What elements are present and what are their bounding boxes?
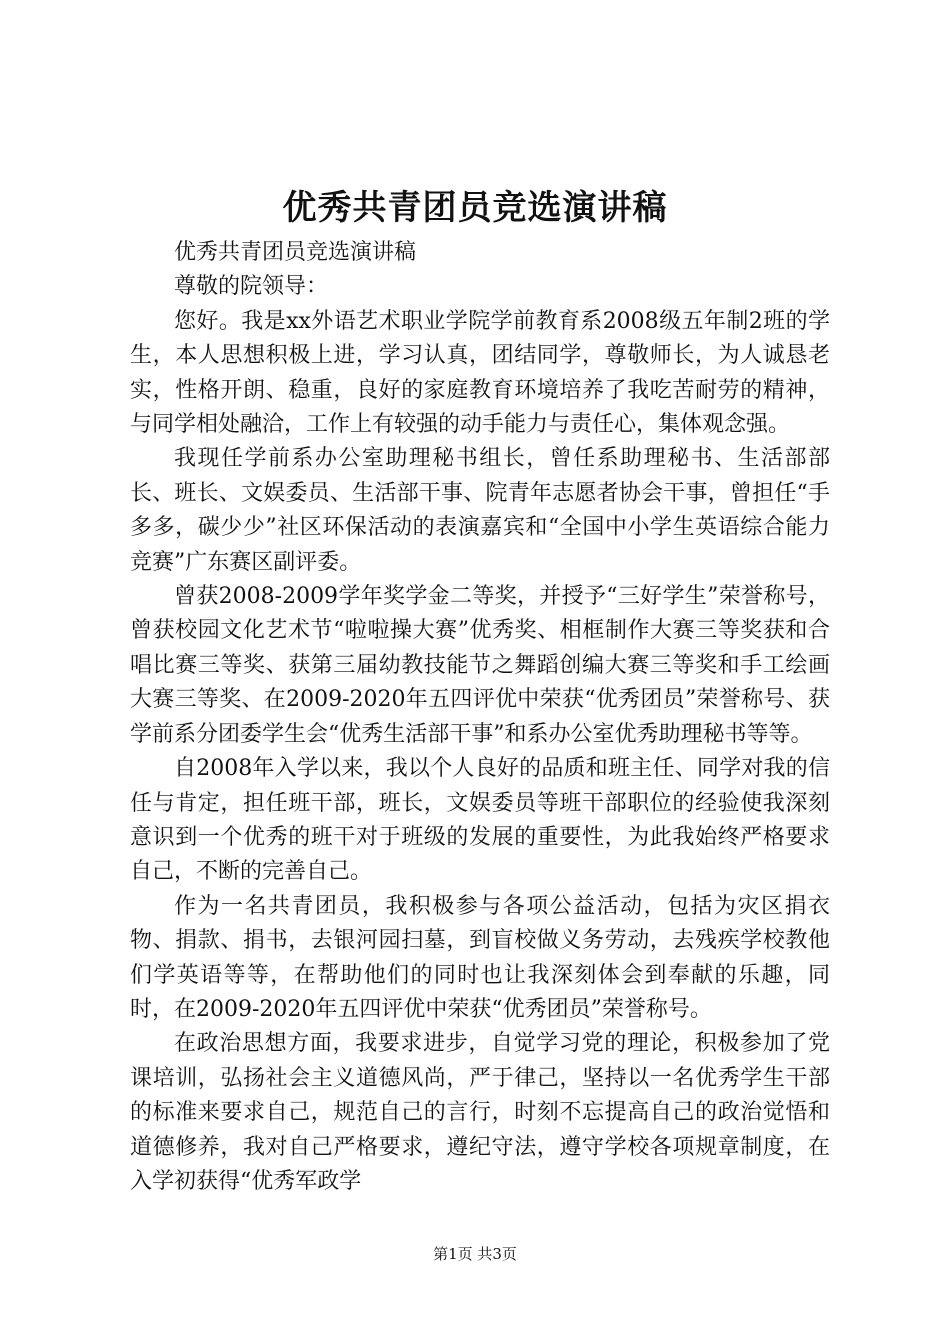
paragraph: 优秀共青团员竞选演讲稿 (174, 240, 417, 265)
paragraph: 您好。我是xx外语艺术职业学院学前教育系2008级五年制2班的学生，本人思想积极上进，学习认真，团结同学，尊敬师长，为人诚恳老实，性格开朗、稳重，良好的家庭教育环境培养了我吃苦耐劳的精神，与同学相处融洽，工作上有较强的动手能力与责任心，集体观念强。 (130, 308, 830, 438)
paragraph: 尊敬的院领导： (174, 274, 329, 300)
paragraph: 作为一名共青团员，我积极参与各项公益活动，包括为灾区捐衣物、捐款、捐书，去银河园扫墓，到盲校做义务劳动，去残疾学校教他们学英语等等，在帮助他们的同时也让我深刻体会到奉献的乐趣，同时，在2009-2020年五四评优中荣获“优秀团员”荣誉称号。 (130, 893, 830, 1022)
document-body (130, 236, 830, 1199)
document-title: 优秀共青团员竞选演讲稿 (282, 188, 668, 228)
paragraph: 自2008年入学以来，我以个人良好的品质和班主任、同学对我的信任与肯定，担任班干部，班长，文娱委员等班干部职位的经验使我深刻意识到一个优秀的班干对于班级的发展的重要性，为此我始终严格要求自己，不断的完善自己。 (130, 756, 830, 885)
paragraph: 曾获2008-2009学年奖学金二等奖，并授予“三好学生”荣誉称号，曾获校园文化艺术节“啦啦操大赛”优秀奖、相框制作大赛三等奖获和合唱比赛三等奖、获第三届幼教技能节之舞蹈创编大赛三等奖和手工绘画大赛三等奖、在2009-2020年五四评优中荣获“优秀团员”荣誉称号、获学前系分团委学生会“优秀生活部干事”和系办公室优秀助理秘书等等。 (130, 584, 830, 747)
paragraph: 在政治思想方面，我要求进步，自觉学习党的理论，积极参加了党课培训，弘扬社会主义道德风尚，严于律己，坚持以一名优秀学生干部的标准来要求自己，规范自己的言行，时刻不忘提高自己的政治觉悟和道德修养，我对自己严格要求，遵纪守法，遵守学校各项规章制度，在入学初获得“优秀军政学 (130, 1031, 830, 1194)
page-footer: 第1页 共3页 (433, 1245, 517, 1263)
paragraph: 我现任学前系办公室助理秘书组长，曾任系助理秘书、生活部部长、班长、文娱委员、生活部干事、院青年志愿者协会干事，曾担任“手多多，碳少少”社区环保活动的表演嘉宾和“全国中小学生英语综合能力竞赛”广东赛区副评委。 (130, 446, 830, 575)
